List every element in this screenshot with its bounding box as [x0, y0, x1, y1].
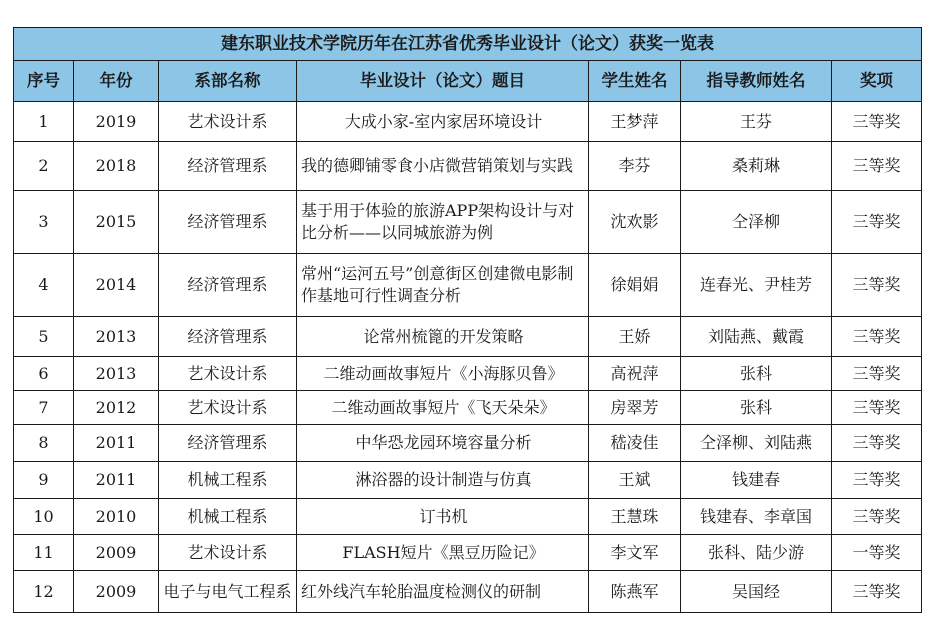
cell-no: 11 — [14, 535, 74, 571]
cell-advisor: 连春光、尹桂芳 — [681, 254, 832, 317]
cell-advisor: 张科 — [681, 391, 832, 425]
cell-student: 王慧珠 — [589, 499, 681, 535]
table-row — [14, 317, 922, 357]
header-award: 奖项 — [832, 61, 922, 102]
cell-topic: 二维动画故事短片《小海豚贝鲁》 — [297, 357, 589, 391]
cell-year: 2010 — [74, 499, 159, 535]
cell-student: 王斌 — [589, 462, 681, 499]
cell-year: 2011 — [74, 425, 159, 462]
cell-topic: 大成小家-室内家居环境设计 — [297, 102, 589, 142]
cell-topic: 二维动画故事短片《飞天朵朵》 — [297, 391, 589, 425]
table-row — [14, 254, 922, 317]
cell-year: 2018 — [74, 142, 159, 191]
cell-dept: 艺术设计系 — [159, 535, 297, 571]
cell-award: 三等奖 — [832, 191, 922, 254]
cell-topic: FLASH短片《黑豆历险记》 — [297, 535, 589, 571]
cell-topic: 基于用于体验的旅游APP架构设计与对比分析——以同城旅游为例 — [297, 191, 589, 254]
cell-dept: 经济管理系 — [159, 191, 297, 254]
cell-student: 李芬 — [589, 142, 681, 191]
table-row — [14, 357, 922, 391]
cell-no: 4 — [14, 254, 74, 317]
cell-no: 6 — [14, 357, 74, 391]
cell-student: 房翠芳 — [589, 391, 681, 425]
table-row — [14, 391, 922, 425]
cell-advisor: 刘陆燕、戴霞 — [681, 317, 832, 357]
cell-dept: 机械工程系 — [159, 462, 297, 499]
table-row — [14, 462, 922, 499]
cell-topic: 红外线汽车轮胎温度检测仪的研制 — [297, 571, 589, 613]
cell-dept: 艺术设计系 — [159, 357, 297, 391]
cell-advisor: 仝泽柳、刘陆燕 — [681, 425, 832, 462]
cell-student: 王娇 — [589, 317, 681, 357]
cell-award: 三等奖 — [832, 425, 922, 462]
cell-award: 三等奖 — [832, 357, 922, 391]
cell-dept: 机械工程系 — [159, 499, 297, 535]
cell-student: 沈欢影 — [589, 191, 681, 254]
title-row — [14, 28, 922, 61]
cell-advisor: 张科 — [681, 357, 832, 391]
cell-dept: 经济管理系 — [159, 425, 297, 462]
cell-dept: 电子与电气工程系 — [159, 571, 297, 613]
cell-no: 8 — [14, 425, 74, 462]
cell-award: 三等奖 — [832, 499, 922, 535]
table-row — [14, 142, 922, 191]
cell-advisor: 张科、陆少游 — [681, 535, 832, 571]
cell-award: 三等奖 — [832, 571, 922, 613]
cell-year: 2011 — [74, 462, 159, 499]
cell-dept: 经济管理系 — [159, 142, 297, 191]
table-row — [14, 535, 922, 571]
cell-no: 3 — [14, 191, 74, 254]
header-dept: 系部名称 — [159, 61, 297, 102]
cell-no: 12 — [14, 571, 74, 613]
cell-student: 嵇凌佳 — [589, 425, 681, 462]
cell-advisor: 王芬 — [681, 102, 832, 142]
cell-award: 三等奖 — [832, 142, 922, 191]
table-row — [14, 571, 922, 613]
cell-no: 1 — [14, 102, 74, 142]
cell-dept: 经济管理系 — [159, 317, 297, 357]
cell-no: 2 — [14, 142, 74, 191]
cell-topic: 订书机 — [297, 499, 589, 535]
cell-advisor: 仝泽柳 — [681, 191, 832, 254]
header-no: 序号 — [14, 61, 74, 102]
cell-advisor: 钱建春 — [681, 462, 832, 499]
cell-dept: 经济管理系 — [159, 254, 297, 317]
cell-dept: 艺术设计系 — [159, 391, 297, 425]
cell-year: 2012 — [74, 391, 159, 425]
cell-year: 2013 — [74, 317, 159, 357]
awards-table — [13, 27, 922, 613]
cell-year: 2009 — [74, 535, 159, 571]
awards-table-container — [13, 27, 921, 613]
table-row — [14, 425, 922, 462]
header-year: 年份 — [74, 61, 159, 102]
cell-award: 一等奖 — [832, 535, 922, 571]
cell-student: 陈燕军 — [589, 571, 681, 613]
cell-student: 高祝萍 — [589, 357, 681, 391]
cell-no: 9 — [14, 462, 74, 499]
cell-advisor: 桑莉琳 — [681, 142, 832, 191]
cell-no: 5 — [14, 317, 74, 357]
cell-award: 三等奖 — [832, 317, 922, 357]
cell-student: 王梦萍 — [589, 102, 681, 142]
cell-award: 三等奖 — [832, 102, 922, 142]
table-title: 建东职业技术学院历年在江苏省优秀毕业设计（论文）获奖一览表 — [14, 28, 922, 61]
header-student: 学生姓名 — [589, 61, 681, 102]
cell-student: 李文军 — [589, 535, 681, 571]
header-advisor: 指导教师姓名 — [681, 61, 832, 102]
cell-advisor: 吴国经 — [681, 571, 832, 613]
header-topic: 毕业设计（论文）题目 — [297, 61, 589, 102]
table-row — [14, 191, 922, 254]
table-row — [14, 102, 922, 142]
cell-topic: 我的德卿铺零食小店微营销策划与实践 — [297, 142, 589, 191]
cell-year: 2009 — [74, 571, 159, 613]
cell-topic: 淋浴器的设计制造与仿真 — [297, 462, 589, 499]
cell-student: 徐娟娟 — [589, 254, 681, 317]
cell-no: 10 — [14, 499, 74, 535]
cell-topic: 常州“运河五号”创意街区创建微电影制作基地可行性调查分析 — [297, 254, 589, 317]
cell-topic: 论常州梳篦的开发策略 — [297, 317, 589, 357]
cell-advisor: 钱建春、李章国 — [681, 499, 832, 535]
header-row — [14, 61, 922, 102]
cell-year: 2019 — [74, 102, 159, 142]
cell-dept: 艺术设计系 — [159, 102, 297, 142]
cell-award: 三等奖 — [832, 254, 922, 317]
cell-year: 2015 — [74, 191, 159, 254]
cell-topic: 中华恐龙园环境容量分析 — [297, 425, 589, 462]
cell-year: 2014 — [74, 254, 159, 317]
cell-award: 三等奖 — [832, 391, 922, 425]
cell-year: 2013 — [74, 357, 159, 391]
cell-no: 7 — [14, 391, 74, 425]
cell-award: 三等奖 — [832, 462, 922, 499]
table-row — [14, 499, 922, 535]
